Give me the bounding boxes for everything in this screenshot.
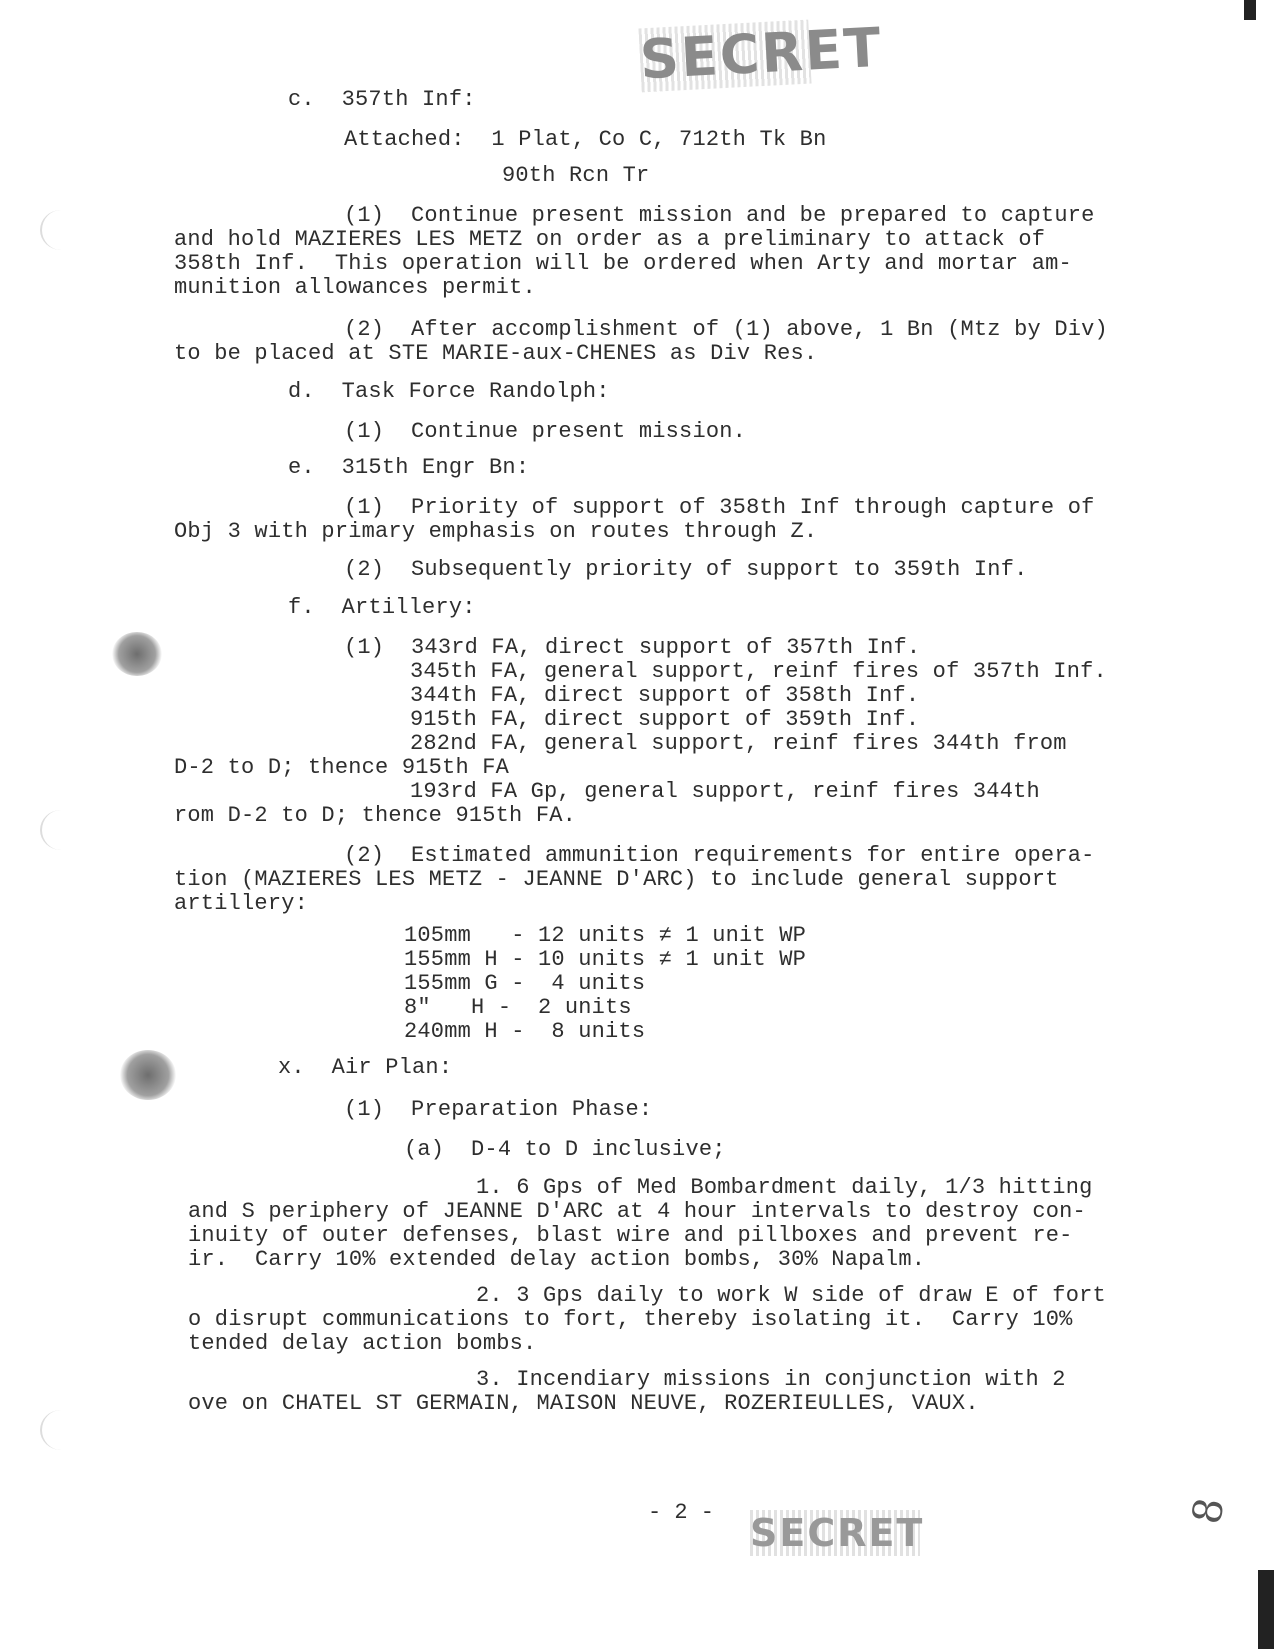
text-line: 1. 6 Gps of Med Bombardment daily, 1/3 hitting <box>476 1175 1093 1200</box>
para-f-label: f. Artillery: <box>288 595 476 620</box>
scan-edge-mark <box>1258 1570 1274 1649</box>
ammo-row: 155mm G - 4 units <box>404 971 646 996</box>
margin-note: 8 <box>1183 1494 1234 1528</box>
text-line: to be placed at STE MARIE-aux-CHENES as Div Res. <box>174 341 818 366</box>
ammo-row: 155mm H - 10 units ≠ 1 unit WP <box>404 947 807 972</box>
text-line: inuity of outer defenses, blast wire and pillboxes and prevent re- <box>188 1223 1073 1248</box>
text-line: tended delay action bombs. <box>188 1331 537 1356</box>
text-line: and S periphery of JEANNE D'ARC at 4 hour intervals to destroy con- <box>188 1199 1086 1224</box>
text-line: 915th FA, direct support of 359th Inf. <box>410 707 920 732</box>
text-line: (2) After accomplishment of (1) above, 1 Bn (Mtz by Div) <box>344 317 1108 342</box>
punch-hole-mark <box>40 210 82 250</box>
text-line: o disrupt communications to fort, thereby isolating it. Carry 10% <box>188 1307 1073 1332</box>
text-line: (1) Continue present mission and be prepared to capture <box>344 203 1095 228</box>
text-line: rom D-2 to D; thence 915th FA. <box>174 803 577 828</box>
text-line: artillery: <box>174 891 309 916</box>
text-line: 344th FA, direct support of 358th Inf. <box>410 683 920 708</box>
secret-stamp-bottom: SECRET <box>750 1511 925 1555</box>
text-line: (2) Subsequently priority of support to 359th Inf. <box>344 557 1028 582</box>
para-c-attached: Attached: 1 Plat, Co C, 712th Tk Bn <box>344 127 827 152</box>
text-line: (1) Priority of support of 358th Inf through capture of <box>344 495 1095 520</box>
text-line: (2) Estimated ammunition requirements for entire opera- <box>344 843 1095 868</box>
ammo-row: 105mm - 12 units ≠ 1 unit WP <box>404 923 807 948</box>
text-line: 358th Inf. This operation will be ordered when Arty and mortar am- <box>174 251 1072 276</box>
ink-blot <box>112 632 162 676</box>
para-c-attached-2: 90th Rcn Tr <box>502 163 650 188</box>
text-line: and hold MAZIERES LES METZ on order as a preliminary to attack of <box>174 227 1046 252</box>
text-line: 2. 3 Gps daily to work W side of draw E of fort <box>476 1283 1106 1308</box>
text-line: (1) 343rd FA, direct support of 357th Inf. <box>344 635 921 660</box>
text-line: munition allowances permit. <box>174 275 536 300</box>
text-line: (1) Continue present mission. <box>344 419 747 444</box>
text-line: (1) Preparation Phase: <box>344 1097 653 1122</box>
text-line: ir. Carry 10% extended delay action bombs, 30% Napalm. <box>188 1247 926 1272</box>
text-line: 3. Incendiary missions in conjunction with 2 <box>476 1367 1066 1392</box>
text-line: 282nd FA, general support, reinf fires 344th from <box>410 731 1067 756</box>
secret-stamp-top: SECRET <box>638 15 885 92</box>
para-d-label: d. Task Force Randolph: <box>288 379 610 404</box>
punch-hole-mark <box>40 1410 82 1450</box>
text-line: Obj 3 with primary emphasis on routes through Z. <box>174 519 818 544</box>
page-number: - 2 - <box>648 1500 715 1525</box>
ink-blot <box>120 1050 176 1100</box>
text-line: ove on CHATEL ST GERMAIN, MAISON NEUVE, ROZERIEULLES, VAUX. <box>188 1391 979 1416</box>
punch-hole-mark <box>40 810 82 850</box>
ammo-row: 8" H - 2 units <box>404 995 632 1020</box>
text-line: (a) D-4 to D inclusive; <box>404 1137 726 1162</box>
text-line: 193rd FA Gp, general support, reinf fires 344th <box>410 779 1040 804</box>
para-c-label: c. 357th Inf: <box>288 87 476 112</box>
ammo-row: 240mm H - 8 units <box>404 1019 646 1044</box>
scan-edge-mark <box>1244 0 1256 20</box>
para-x-label: x. Air Plan: <box>278 1055 453 1080</box>
text-line: 345th FA, general support, reinf fires of 357th Inf. <box>410 659 1107 684</box>
text-line: tion (MAZIERES LES METZ - JEANNE D'ARC) to include general support <box>174 867 1059 892</box>
text-line: D-2 to D; thence 915th FA <box>174 755 510 780</box>
para-e-label: e. 315th Engr Bn: <box>288 455 530 480</box>
